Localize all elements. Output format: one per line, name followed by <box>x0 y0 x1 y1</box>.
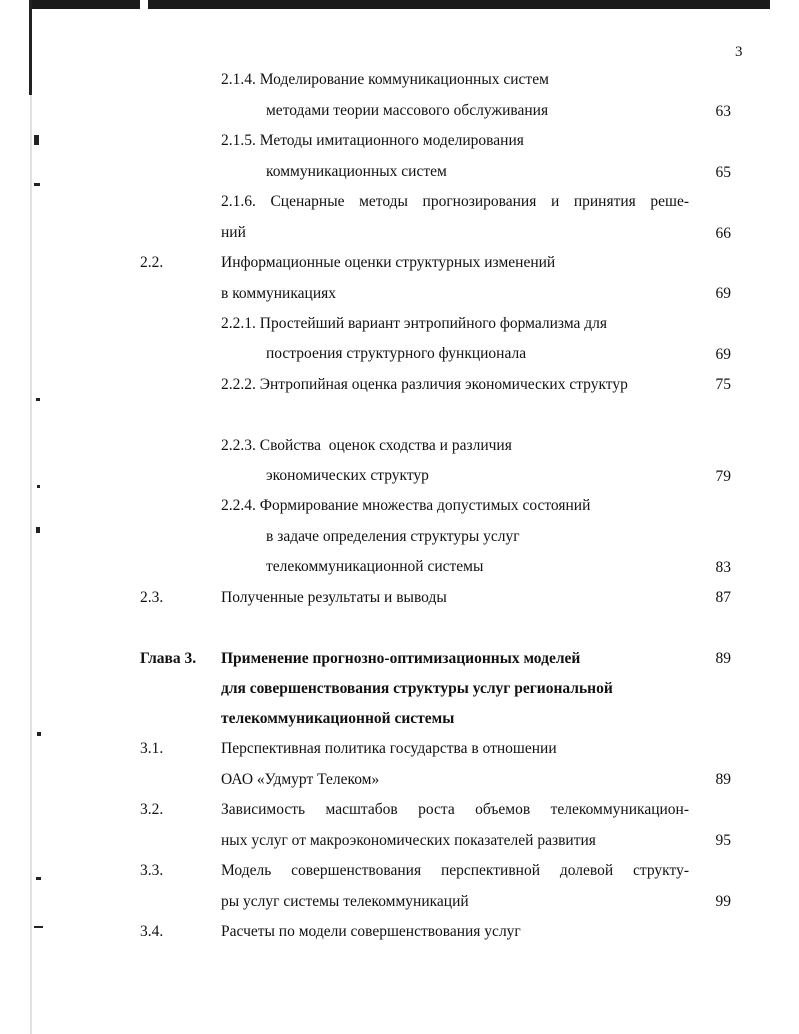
toc-page-number: 65 <box>715 164 731 181</box>
toc-page-number: 87 <box>715 589 731 606</box>
toc-entry-text: 2.1.5. Методы имитационного моделирования <box>221 132 524 149</box>
scan-speck <box>34 135 39 145</box>
toc-entry-text: методами теории массового обслуживания <box>266 102 549 119</box>
toc-entry-text: Модель совершенствования перспективной долевой структу- <box>221 862 689 879</box>
toc-entry-text: 2.1.6. Сценарные методы прогнозирования и принятия реше- <box>221 193 689 210</box>
toc-section-number: 3.3. <box>140 862 164 879</box>
toc-line <box>266 101 548 121</box>
scan-speck <box>34 926 43 928</box>
toc-line <box>221 284 336 304</box>
scan-speck <box>34 183 40 186</box>
toc-section-number: 3.2. <box>140 801 164 818</box>
scan-speck <box>36 877 41 880</box>
toc-entry-text: 2.2.2. Энтропийная оценка различия экономических структур <box>221 376 628 393</box>
scan-top-border-gap <box>140 0 148 9</box>
toc-entry-text: Полученные результаты и выводы <box>221 589 447 606</box>
scan-speck <box>36 398 40 401</box>
toc-line <box>221 892 469 912</box>
toc-entry-text: Расчеты по модели совершенствования услуг <box>221 923 521 940</box>
toc-entry-text: 2.2.1. Простейший вариант энтропийного формализма для <box>221 315 608 332</box>
toc-line <box>266 344 526 364</box>
toc-line <box>221 436 512 456</box>
toc-line <box>221 496 590 516</box>
toc-line <box>221 770 379 790</box>
toc-entry-text: ры услуг системы телекоммуникаций <box>221 893 469 910</box>
toc-line <box>221 709 454 729</box>
scan-left-edge <box>30 0 32 1034</box>
toc-entry-text: 2.2.4. Формирование множества допустимых состояний <box>221 497 591 514</box>
toc-line <box>221 223 246 243</box>
toc-entry-text: телекоммуникационной системы <box>266 558 484 575</box>
toc-entry-text: Зависимость масштабов роста объемов телекоммуникацион- <box>221 801 689 818</box>
toc-page-number: 75 <box>715 376 731 393</box>
scan-speck <box>36 527 40 533</box>
toc-entry-text: в коммуникациях <box>221 285 336 302</box>
toc-line <box>221 679 613 699</box>
scan-speck <box>37 732 41 736</box>
toc-section-number: 3.4. <box>140 923 164 940</box>
toc-entry-text: коммуникационных систем <box>266 163 447 180</box>
toc-line <box>266 557 483 577</box>
toc-page-number: 89 <box>715 771 731 788</box>
toc-entry-text: ных услуг от макроэкономических показателей развития <box>221 832 596 849</box>
toc-page-number: 83 <box>715 559 731 576</box>
toc-entry-text: 2.2.3. Свойства оценок сходства и различия <box>221 437 512 454</box>
toc-entry-text: ний <box>221 224 246 241</box>
toc-chapter-title: для совершенствования структуры услуг региональной <box>221 680 613 697</box>
toc-page-number: 69 <box>715 346 731 363</box>
toc-line <box>221 649 580 669</box>
toc-line <box>221 588 447 608</box>
toc-page-number: 66 <box>715 225 731 242</box>
toc-page-number: 63 <box>715 103 731 120</box>
toc-entry-text: ОАО «Удмурт Телеком» <box>221 771 380 788</box>
toc-page-number: 79 <box>715 468 731 485</box>
toc-line <box>221 831 596 851</box>
toc-section-number: 2.2. <box>140 254 164 271</box>
scan-left-edge-dark <box>29 0 32 95</box>
toc-entry-text: 2.1.4. Моделирование коммуникационных систем <box>221 71 549 88</box>
page-number: 3 <box>735 44 743 60</box>
toc-entry-text: построения структурного функционала <box>266 345 527 362</box>
toc-entry-text: в задаче определения структуры услуг <box>266 528 520 545</box>
toc-section-number: 2.3. <box>140 589 164 606</box>
toc-line <box>266 162 447 182</box>
toc-entry-text: Информационные оценки структурных изменений <box>221 254 556 271</box>
toc-entry-text: Перспективная политика государства в отношении <box>221 740 557 757</box>
toc-line <box>221 375 628 395</box>
toc-chapter-number: Глава 3. <box>140 650 197 667</box>
toc-line <box>221 922 521 942</box>
toc-line <box>221 70 549 90</box>
toc-page-number: 95 <box>715 832 731 849</box>
toc-line <box>266 527 520 547</box>
toc-line <box>221 192 689 212</box>
toc-page-number: 89 <box>715 650 731 667</box>
toc-line <box>221 800 689 820</box>
toc-line <box>266 466 429 486</box>
toc-page-number: 69 <box>715 285 731 302</box>
toc-line <box>221 739 557 759</box>
toc-line <box>221 131 524 151</box>
toc-section-number: 3.1. <box>140 740 164 757</box>
scan-speck <box>37 485 40 488</box>
toc-line <box>221 861 689 881</box>
toc-chapter-title: Применение прогнозно-оптимизационных моделей <box>221 650 581 667</box>
toc-page-number: 99 <box>715 893 731 910</box>
toc-entry-text: экономических структур <box>266 467 429 484</box>
toc-chapter-title: телекоммуникационной системы <box>221 710 455 727</box>
toc-line <box>221 253 555 273</box>
toc-line <box>221 314 607 334</box>
